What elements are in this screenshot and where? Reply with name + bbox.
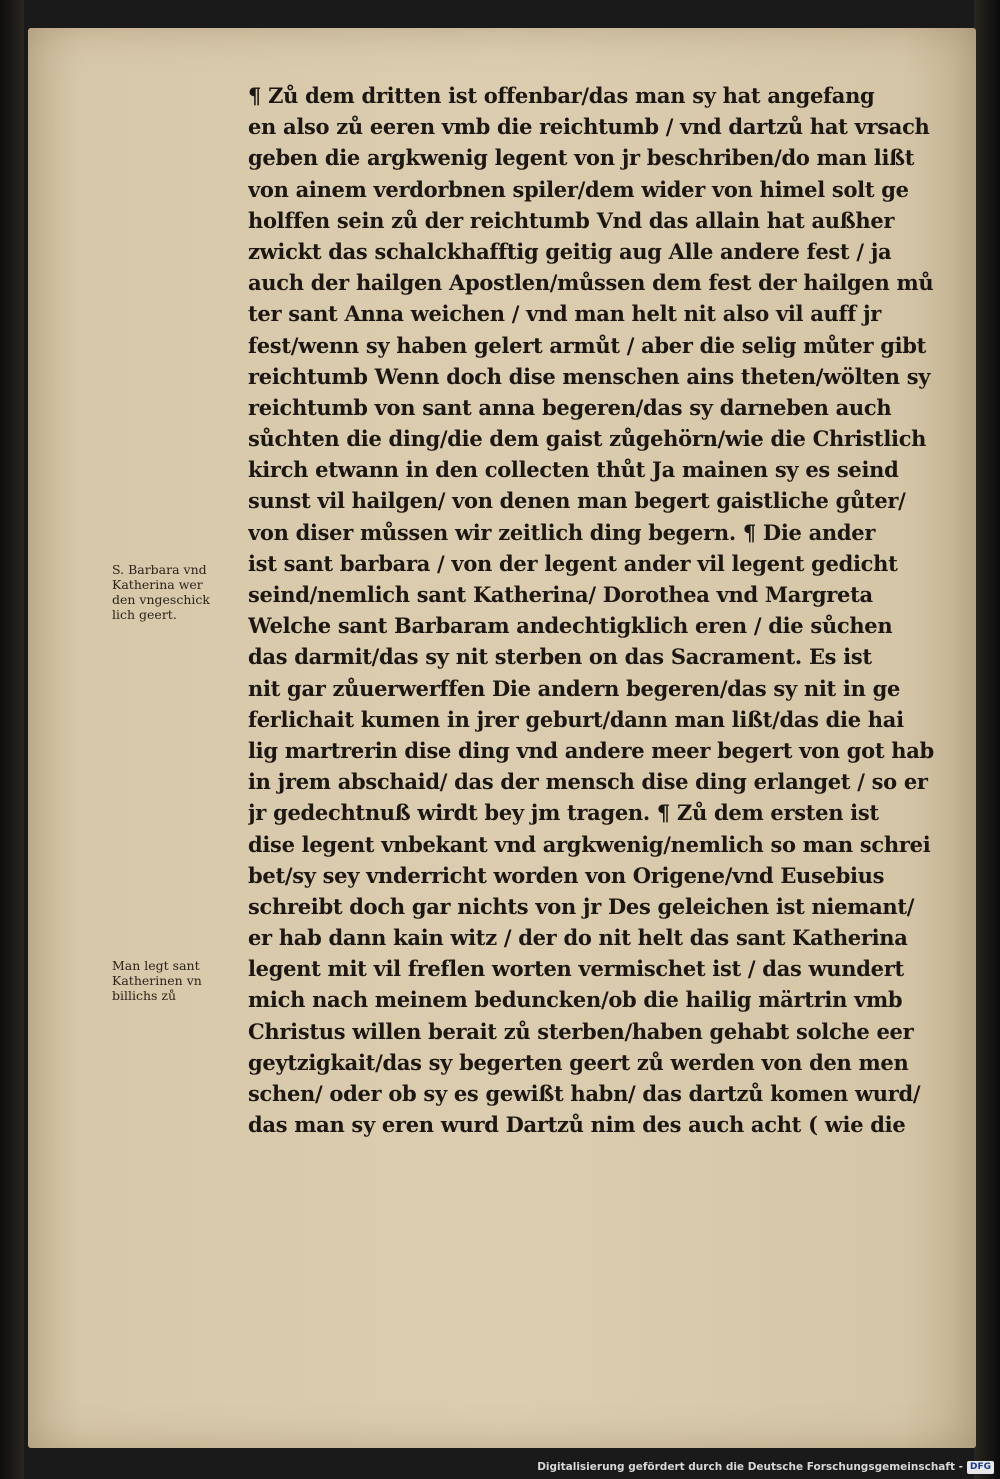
text-line: Christus willen berait zů sterben/haben gehabt solche eer [248, 1018, 914, 1044]
dfg-logo-icon: DFG [967, 1461, 994, 1474]
marginal-note [112, 958, 262, 1003]
text-line: reichtumb Wenn doch dise menschen ains theten/wölten sy [248, 363, 931, 389]
main-text-block [248, 80, 964, 1140]
text-line: nit gar zůuerwerffen Die andern begeren/das sy nit in ge [248, 675, 901, 701]
text-line: holffen sein zů der reichtumb Vnd das allain hat außher [248, 207, 895, 233]
text-line: geben die argkwenig legent von jr beschriben/do man lißt [248, 145, 915, 171]
text-line: jr gedechtnuß wirdt bey jm tragen. ¶ Zů dem ersten ist [248, 800, 879, 826]
text-line: ist sant barbara / von der legent ander vil legent gedicht [248, 550, 898, 576]
text-line: seind/nemlich sant Katherina/ Dorothea vnd Margreta [248, 582, 873, 607]
text-line: fest/wenn sy haben gelert armůt / aber die selig můter gibt [248, 332, 927, 358]
note-line: lich geert. [112, 607, 177, 622]
note-line: Katherinen vn [112, 973, 202, 988]
text-line: sunst vil hailgen/ von denen man begert gaistliche gůter/ [248, 488, 906, 514]
text-line: das darmit/das sy nit sterben on das Sacrament. Es ist [248, 644, 872, 670]
text-line: von ainem verdorbnen spiler/dem wider von himel solt ge [248, 176, 909, 202]
text-line: legent mit vil freflen worten vermischet ist / das wundert [248, 956, 904, 982]
note-line: den vngeschick [112, 592, 210, 607]
text-line: in jrem abschaid/ das der mensch dise ding erlanget / so er [248, 769, 928, 795]
text-line: kirch etwann in den collecten thůt Ja mainen sy es seind [248, 457, 899, 483]
note-line: Man legt sant [112, 958, 200, 973]
text-line: dise legent vnbekant vnd argkwenig/nemlich so man schrei [248, 831, 931, 857]
text-line: auch der hailgen Apostlen/můssen dem fest der hailgen mů [248, 270, 934, 296]
footer-credit: Digitalisierung gefördert durch die Deutsche Forschungsgemeinschaft - [537, 1461, 963, 1473]
text-line: bet/sy sey vnderricht worden von Origene/vnd Eusebius [248, 862, 885, 888]
text-line: schreibt doch gar nichts von jr Des geleichen ist niemant/ [248, 893, 915, 919]
text-line: ferlichait kumen in jrer geburt/dann man lißt/das die hai [248, 706, 904, 732]
text-line: von diser můssen wir zeitlich ding begern. ¶ Die ander [248, 519, 876, 545]
text-line: ¶ Zů dem dritten ist offenbar/das man sy hat angefang [248, 83, 875, 108]
text-line: ter sant Anna weichen / vnd man helt nit also vil auff jr [248, 301, 882, 327]
note-line: Katherina wer [112, 577, 203, 592]
text-line: Welche sant Barbaram andechtigklich eren / die sůchen [248, 613, 893, 639]
text-line: schen/ oder ob sy es gewißt habn/ das dartzů komen wurd/ [248, 1081, 921, 1106]
digitization-footer [537, 1459, 994, 1475]
text-line: lig martrerin dise ding vnd andere meer begert von got hab [248, 737, 934, 763]
text-line: er hab dann kain witz / der do nit helt das sant Katherina [248, 925, 908, 951]
text-line: zwickt das schalckhafftig geitig aug Alle andere fest / ja [248, 238, 892, 264]
book-spine [0, 0, 24, 1479]
note-line: billichs zů [112, 988, 177, 1003]
text-line: sůchten die ding/die dem gaist zůgehörn/wie die Christlich [248, 426, 927, 452]
text-line: das man sy eren wurd Dartzů nim des auch acht ( wie die [248, 1112, 906, 1138]
page-edge [974, 0, 1000, 1479]
marginal-note [112, 562, 262, 622]
text-line: reichtumb von sant anna begeren/das sy darneben auch [248, 394, 892, 420]
text-line: mich nach meinem beduncken/ob die hailig märtrin vmb [248, 987, 903, 1013]
text-line: geytzigkait/das sy begerten geert zů werden von den men [248, 1049, 909, 1075]
note-line: S. Barbara vnd [112, 562, 207, 577]
text-line: en also zů eeren vmb die reichtumb / vnd dartzů hat vrsach [248, 114, 930, 140]
